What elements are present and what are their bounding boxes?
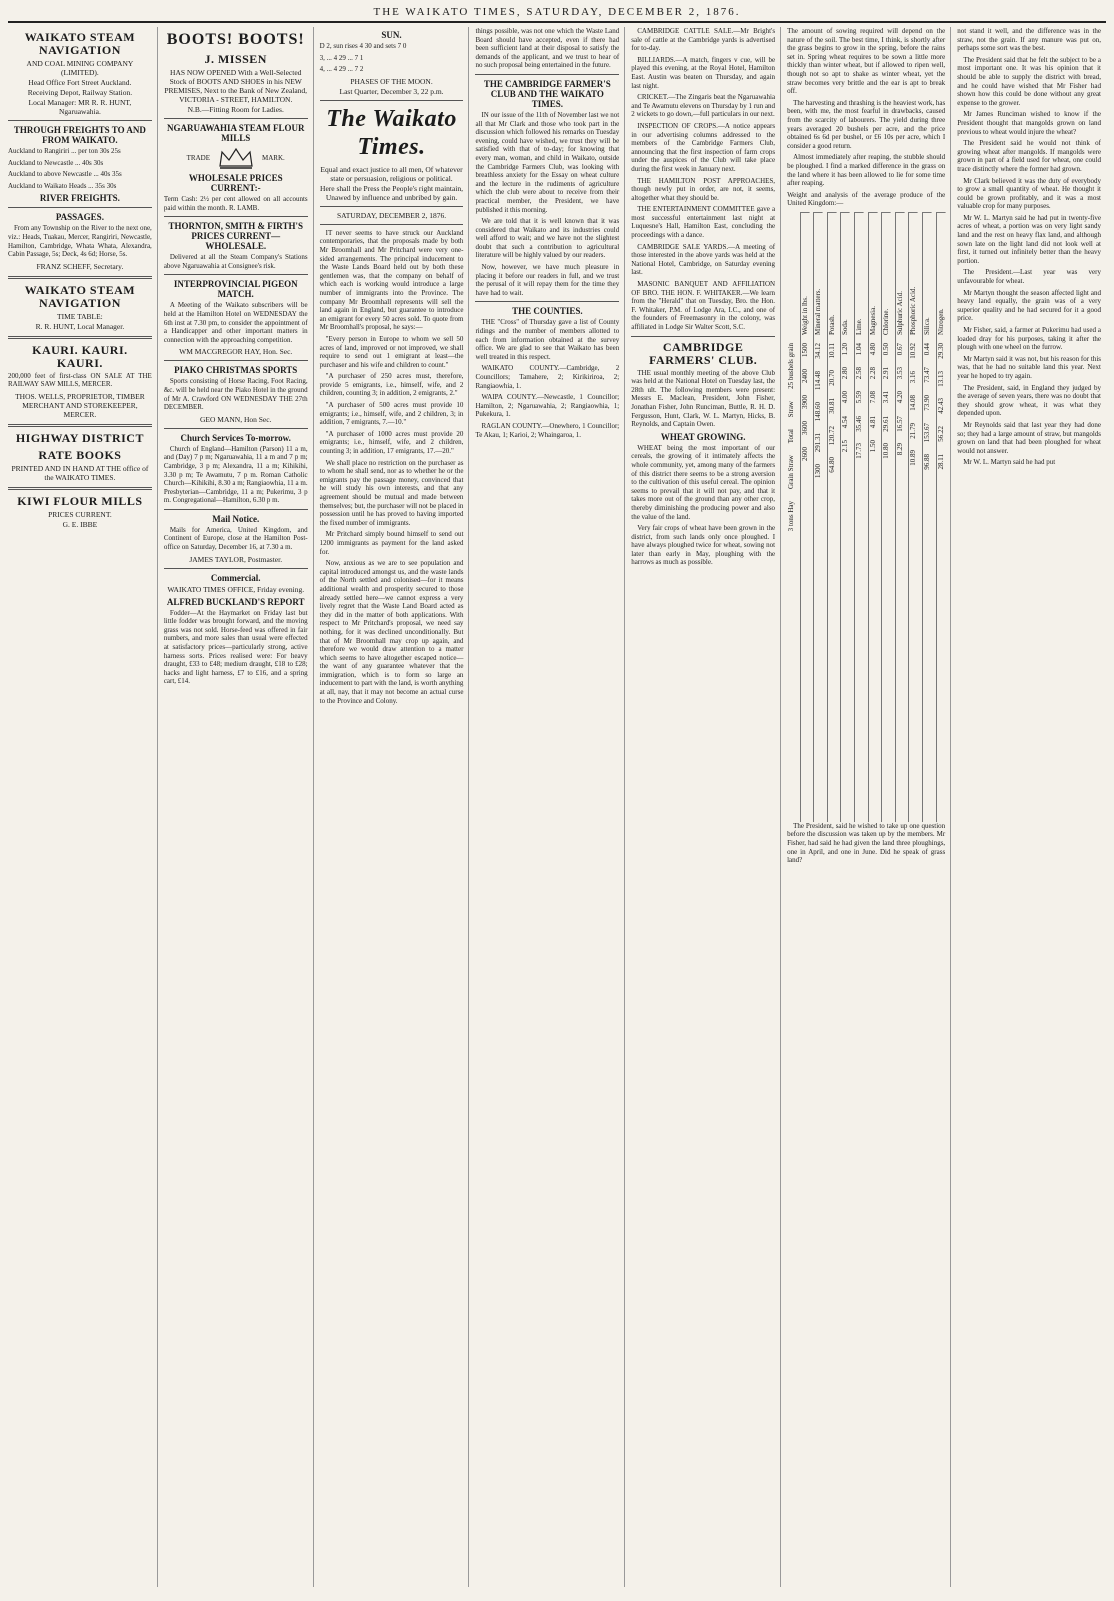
article-paragraph: THE "Cross" of Thursday gave a list of County ridings and the number of members allotted to each from information obtained at the survey office. We are glad to see that Waikato has been well treated in this respect.	[475, 318, 620, 361]
divider	[320, 100, 464, 101]
article-paragraph: The President, said, in England they judged by the average of seven years, there was no doubt that they should grow wheat, it was what they depended upon.	[957, 383, 1101, 418]
table-cell: 114.48	[814, 370, 823, 390]
divider	[8, 424, 152, 427]
table-cell: 4.20	[895, 391, 904, 404]
article-paragraph: Mr Martyn thought the season affected light and heavy land equally, the grain was of a very superior quality and he had secured for it a good price.	[957, 288, 1101, 323]
motto-2: Here shall the Press the People's right maintain, Unawed by influence and unbribed by gain.	[320, 183, 464, 202]
article-paragraph: Mr W. L. Martyn said he had put	[963, 458, 1056, 467]
thornton-text: Delivered at all the Steam Company's Stations above Ngaruawahia at Consignee's risk.	[163, 253, 308, 270]
crown-icon	[216, 146, 256, 170]
missen-note: N.B.—Fitting Room for Ladies.	[187, 105, 284, 114]
table-cell: 1300	[814, 464, 823, 479]
article-paragraph: The President said he would not think of growing wheat after mangolds. If mangolds were grown in part of a field used for wheat, one could trace distinctly where the former had grown.	[957, 139, 1101, 173]
table-cell: 0.44	[923, 342, 931, 356]
article-paragraph: RAGLAN COUNTY.—Onewhero, 1 Councillor; Te Akau, 1; Karioi, 2; Whaingaroa, 1.	[475, 421, 620, 439]
table-header: Sulphuric Acid.	[896, 212, 905, 337]
counties-heading: THE COUNTIES.	[512, 306, 583, 317]
table-column	[813, 212, 823, 822]
table-cell: 120.72	[827, 425, 836, 446]
table-cell: 29.30	[936, 342, 945, 359]
wells-signature: THOS. WELLS, PROPRIETOR, TIMBER MERCHANT AND STOREKEEPER, MERCER.	[15, 391, 145, 419]
article-paragraph: WHEAT being the most important of our cereals, the growing of it intimately affects the whole community, yet, among many of the farmers of this district there seems to be a strong aversion to the cultivation of this useful cereal. The opinion seems to prevail that it will not pay, and that it takes more out of the ground than any other crop, thereby diminishing the producing power and also the value of the land.	[631, 443, 776, 521]
dateline: SATURDAY, DECEMBER 2, 1876.	[336, 210, 447, 220]
table-cell: 56.22	[936, 426, 945, 442]
table-cell: 16.57	[895, 415, 904, 432]
news-item: THE ENTERTAINMENT COMMITTEE gave a most successful entertainment last night at Luquesne's Hall, Hamilton East, concluding the proceedings with a dance.	[631, 205, 776, 240]
table-cell: 2.58	[855, 367, 864, 380]
local-manager: Local Manager: MR R. R. HUNT, Ngaruawahia.	[28, 98, 132, 116]
editorial-paragraph: IT never seems to have struck our Auckland contemporaries, that the proposals made by both Mr Broomhall and Mr Pritchard were very one-sided arrangements. The principal inducement to the Waste Lands Board held out by both these gentlemen was, that the company on behalf of which each is working would introduce a large number of immigrants into the Province. The company Mr Broomhall represents will sell the land again in England, but guarantee to introduce an emigrant for every 50 acres sold. To quote from Mr Broomhall's proposal, he says:—	[319, 228, 464, 332]
piako-heading: PIAKO CHRISTMAS SPORTS	[174, 365, 298, 376]
news-item: BILLIARDS.—A match, fingers v cue, will be played this evening, at the Royal Hotel, Hamilton East. Austin was beaten on Thursday, and again last night.	[631, 55, 776, 90]
table-cell: 25 bushels grain	[787, 342, 796, 389]
article-paragraph: The amount of sowing required will depend on the nature of the soil. The best time, I think, is shortly after the grass begins to grow in the spring, before the rains set in. Spring wheat requires to be sown a little more thickly than winter wheat, but if allowed to ripen well, though not so apt to shake as winter wheat, yet the straw becomes very brittle and the ear is apt to break off.	[787, 27, 946, 96]
table-cell: 1.04	[855, 342, 864, 356]
table-cell: 4.80	[868, 342, 877, 356]
masthead: THE WAIKATO TIMES, SATURDAY, DECEMBER 2, 1876.	[8, 6, 1106, 23]
table-cell: 4.54	[841, 415, 850, 428]
table-cell: Total	[787, 429, 796, 444]
table-cell: 2.80	[841, 367, 850, 380]
table-cell: 2400	[800, 368, 809, 383]
table-cell: 2.91	[882, 367, 891, 380]
table-title: Weight and analysis of the average produce of the United Kingdom:—	[787, 190, 946, 208]
table-column	[868, 212, 878, 822]
pigeon-match-signature: WM MACGREGOR HAY, Hon. Sec.	[179, 347, 293, 357]
kiwi-flour-heading: KIWI FLOUR MILLS	[17, 493, 143, 508]
table-cell: 2.15	[841, 439, 850, 453]
table-column	[840, 212, 850, 822]
divider	[475, 74, 619, 75]
rate-books-heading: RATE BOOKS	[38, 447, 122, 462]
buckland-text: Fodder—At the Haymarket on Friday last but little fodder was brought forward, and the moving grass was not sold. Horse-feed was offered in fair numbers, and more sales than usual were effected at satisfactory prices—particularly strong, active harness sorts. Prices realised were: For heavy draught, £33 to £48; medium draught, £18 to £28; hacks and light harness, £7 to £16, and a spring cart, £14.	[163, 608, 308, 686]
news-item: CAMBRIDGE CATTLE SALE.—Mr Bright's sale of cattle at the Cambridge yards is advertised for to-day.	[631, 27, 776, 53]
table-header: Phosphoric Acid.	[909, 212, 918, 337]
article-paragraph: Mr W. L. Martyn said he had put in twenty-five acres of wheat, a portion was on very light sandy land and the rest on heavy flax land, and although sown late on the light land did not look well at first, it turned out infinitely better than the heavy portion.	[957, 213, 1101, 265]
table-cell: 21.79	[909, 422, 918, 439]
table-cell: Grain Straw	[787, 455, 796, 490]
piako-signature: GEO MANN, Hon Sec.	[199, 414, 272, 424]
rate-books-text: PRINTED AND IN HAND AT THE office of the WAIKATO TIMES.	[11, 463, 149, 482]
sun-heading: SUN.	[381, 30, 402, 40]
table-header: Potash.	[828, 212, 837, 337]
table-header: Chlorine.	[882, 212, 891, 337]
editorial-paragraph: "A purchaser of 500 acres must provide 10 emigrants; i.e., himself, wife, and 2 children, 3; in addition, 7 emigrants, 7.—10."	[319, 401, 464, 427]
sun-row: 3, ... 4 29 ... 7 1	[319, 53, 364, 62]
table-cell: 3.16	[909, 370, 918, 383]
article-paragraph: Now, however, we have much pleasure in placing it before our readers in full, and we trust the perusal of it will repay them for the time they have had to wait.	[475, 263, 620, 297]
church-heading: Church Services To-morrow.	[180, 432, 291, 443]
column-5	[631, 27, 781, 1587]
local-manager-2: R. R. HUNT, Local Manager.	[35, 321, 125, 331]
table-header: Mineral matters.	[814, 212, 823, 337]
table-column	[936, 212, 946, 822]
article-paragraph: The President.—Last year was very unfavourable for wheat.	[957, 268, 1101, 286]
table-cell: 3 tons Hay	[787, 501, 796, 532]
editorial-paragraph: "Every person in Europe to whom we sell 50 acres of land, improved or not improved, we shall require to send out 1 emigrant at least—the purchaser and his wife and children to count."	[319, 334, 464, 369]
editorial-paragraph: "A purchaser of 1000 acres must provide 20 emigrants; i.e., himself, wife, and 2 children, counting 3; in addition, 17 emigrants, 17.—20."	[319, 429, 464, 456]
motto: Equal and exact justice to all men, Of whatever state or persuasion, religious or political.	[320, 164, 463, 183]
table-cell: 1500	[800, 342, 809, 357]
table-header: Magnesia.	[869, 212, 878, 337]
moon-heading: PHASES OF THE MOON.	[350, 76, 433, 86]
divider	[164, 118, 308, 119]
boots-heading: BOOTS! BOOTS!	[166, 31, 305, 48]
divider	[8, 120, 152, 121]
table-cell: 2.28	[868, 367, 877, 380]
table-header: Nitrogen.	[937, 212, 946, 337]
freight-row: Auckland to Newcastle ... 40s 30s	[8, 158, 104, 167]
column-4	[475, 27, 625, 1587]
divider	[8, 336, 152, 339]
freight-row: Auckland to above Newcastle ... 40s 35s	[8, 170, 122, 179]
receiving-depot: Receiving Depot, Railway Station.	[27, 88, 133, 97]
mail-text: Mails for America, United Kingdom, and Continent of Europe, close at the Hamilton Post-office on Saturday, December 16, at 7.30 a m.	[163, 525, 308, 552]
article-paragraph: THE usual monthly meeting of the above Club was held at the National Hotel on Tuesday last, the 28th ult. The following members were present: Messrs E. Maclean, President, John Fisher, Jonathan Fisher, John Runciman, Buttle, R. H. D. Fergusson, Hunt, Clark, W. L. Martyn, Hicks, B. Reynolds, and Captain Owen.	[631, 368, 776, 429]
pigeon-match-heading: INTERPROVINCIAL PIGEON MATCH.	[173, 279, 298, 300]
cambridge-club-heading: THE CAMBRIDGE FARMER'S CLUB AND THE WAIKATO TIMES.	[483, 78, 611, 109]
pigeon-match-text: A Meeting of the Waikato subscribers will be held at the Hamilton Hotel on WEDNESDAY the 6th inst at 7.30 pm, to consider the appointment of a Handicapper and other important matters in connection with the approaching competition.	[163, 301, 308, 344]
mail-heading: Mail Notice.	[212, 513, 260, 524]
table-column	[787, 212, 796, 822]
table-column	[881, 212, 891, 822]
divider	[320, 206, 464, 207]
article-paragraph: Mr James Runciman wished to know if the President thought that mangolds grown on land previous to wheat would injure the wheat?	[957, 110, 1101, 136]
wholesale-heading: WHOLESALE PRICES CURRENT:-	[188, 173, 283, 193]
table-cell: 7.08	[868, 391, 877, 404]
table-cell: 20.70	[827, 370, 836, 387]
columns	[8, 27, 1106, 1587]
time-table: TIME TABLE:	[57, 311, 103, 321]
freight-row: Auckland to Rangiriri ... per ton 30s 25s	[8, 147, 121, 155]
trade-label: TRADE	[186, 153, 210, 162]
table-column	[908, 212, 918, 822]
table-header: Weight in lbs.	[801, 212, 810, 337]
article-paragraph: We are told that it is well known that it was considered that Waikato and its industries could well afford to wait; and we have not the slightest doubt that such a contribution to agricultural literature will be highly valued by our readers.	[475, 217, 620, 260]
article-paragraph: The harvesting and thrashing is the heaviest work, has been, with me, the most fearful in drawbacks, caused from the scarcity of labourers. The yield during three years averaged 20 bushels per acre, and the price obtained 6s 6d per bushel, or £6 10s per acre, which I consider a good return.	[787, 98, 946, 150]
table-header: Soda.	[841, 212, 850, 337]
term-cash: Term Cash: 2½ per cent allowed on all accounts paid within the month. R. LAMB.	[163, 195, 308, 212]
table-cell: 10.80	[882, 443, 891, 460]
divider	[8, 487, 152, 490]
column-3	[320, 27, 470, 1587]
table-cell: 148.60	[814, 401, 823, 421]
secretary: FRANZ SCHEFF, Secretary.	[36, 261, 124, 271]
table-cell: 0.50	[882, 342, 891, 356]
editorial-paragraph: We shall place no restriction on the purchaser as to whom he shall send, nor as to whether he or the emigrants pay the passage money, convinced that he will study his own interests, and that any agreement should be mutual and made between themselves; but, the purchaser will not be placed in possession until he has proved to having imported the fixed number of immigrants.	[319, 458, 464, 527]
table-header: Silica.	[923, 212, 932, 337]
table-cell: 4.81	[868, 415, 877, 428]
buckland-heading: ALFRED BUCKLAND'S REPORT	[166, 596, 305, 607]
table-column	[854, 212, 864, 822]
table-cell: 13.13	[936, 370, 945, 387]
head-office: Head Office Fort Street Auckland.	[28, 78, 132, 87]
kiwi-signature: G. E. IBBE	[62, 519, 98, 529]
mail-signature: JAMES TAYLOR, Postmaster.	[189, 554, 283, 564]
table-cell: 3600	[800, 420, 809, 435]
divider	[164, 509, 308, 510]
table-cell: 42.43	[936, 398, 945, 415]
divider	[631, 336, 775, 337]
table-cell: 4.00	[841, 391, 850, 404]
table-cell: 10.92	[909, 342, 918, 359]
commercial-heading: Commercial.	[210, 572, 261, 583]
analysis-table	[787, 212, 945, 822]
missen-text: HAS NOW OPENED With a Well-Selected Stock of BOOTS AND SHOES in his NEW PREMISES, Next to the Bank of New Zealand, VICTORIA - STREET, HAMILTON.	[164, 68, 308, 104]
sun-row: 4, ... 4 29 ... 7 2	[319, 65, 364, 74]
commercial-subheading: WAIKATO TIMES OFFICE, Friday evening.	[167, 584, 305, 594]
table-cell: 28.11	[936, 453, 945, 470]
mark-label: MARK.	[262, 153, 285, 162]
farmers-club-heading: CAMBRIDGE FARMERS' CLUB.	[649, 339, 758, 367]
article-paragraph: Very fair crops of wheat have been grown in the district, from such lands only once ploughed. I have always ploughed twice for wheat, sowing not later than early in May, ploughing with the harrows as much as possible.	[631, 524, 776, 567]
table-cell: 8.29	[895, 443, 904, 456]
table-cell: 73.90	[923, 394, 931, 411]
editorial-paragraph: Now, anxious as we are to see population and capital introduced amongst us, and the waste lands of the North settled and colonised—for it means additional wealth and prosperity secured to those already settled here—we cannot express a very lively regret that the Waste Land Board acted as they did in the matter of both applications. With respect to Mr Pritchard's proposal, we need say nothing, for it was declined unconditionally. But that of Mr Broomhall may crop up again, and therefore we would draw attention to a matter which seems to have altogether escaped notice—the want of any guarantee whatever that the immigration, which is to form so large an inducement to part with the land, is worth anything at all, nay, that it may not become an actual curse to the Province and Colony.	[319, 559, 464, 705]
article-paragraph: WAIPA COUNTY.—Newcastle, 1 Councillor; Hamilton, 2; Ngaruawahia, 2; Rangiaowhia, 1; Pukekura, 1.	[475, 393, 620, 419]
news-item: THE HAMILTON POST APPROACHES, though newly put in order, are not, it seems, altogether what they should be.	[631, 176, 776, 202]
article-paragraph: The President, said he wished to take up one question before the discussion was taken up by the members. Mr Fisher, had said he had given the land three ploughings, one in April, and one in June. Did he speak of grass land?	[787, 821, 946, 865]
freight-row: Auckland to Waikato Heads ... 35s 30s	[8, 181, 117, 190]
editorial-paragraph: "A purchaser of 250 acres must, therefore, provide 5 emigrants, i.e., himself, wife, and 2 children, counting 3; in addition, 2 emigrants, 2."	[319, 372, 464, 398]
article-paragraph: IN our issue of the 11th of November last we not all that Mr Clark and those who took part in the discussion which followed his remarks on Tuesday evening, could have wished, we trust they will be satisfied with that of to-day; for knowing that every man, woman, and child in Waikato, outside the Cambridge Farmers Club, was looking with breathless anxiety for the Essay on wheat culture and the lecture in the rudiments of agriculture which the club were about to receive from their practical member, the President, we have published it this morning.	[475, 110, 620, 214]
article-paragraph: Mr Reynolds said that last year they had done so; they had a large amount of straw, but mangolds grown on land that had been ploughed for wheat would not answer.	[957, 420, 1101, 455]
table-column	[922, 212, 932, 822]
divider	[8, 207, 152, 208]
thornton-heading: THORNTON, SMITH & FIRTH'S PRICES CURRENT—WHOLESALE.	[168, 221, 303, 252]
table-cell: Straw	[787, 400, 796, 418]
flour-mills-heading: NGARUAWAHIA STEAM FLOUR MILLS	[166, 123, 305, 143]
table-cell: 17.73	[855, 443, 864, 460]
table-cell: 2600	[800, 446, 809, 461]
table-cell: 10.11	[827, 342, 836, 359]
table-cell: 64.80	[827, 457, 836, 473]
article-paragraph: Mr Martyn said it was not, but his reason for this was, that he had no suitable land this year. Next year he hoped to try again.	[957, 354, 1101, 380]
article-paragraph: WAIKATO COUNTY.—Cambridge, 2 Councillors; Tamahere, 2; Kirikiriroa, 2; Rangiaowhia, 1.	[475, 364, 620, 390]
table-cell: 96.88	[923, 453, 931, 470]
article-paragraph: not stand it well, and the difference was in the straw, not the grain. If any manure was put on, perhaps some sort was the best.	[957, 27, 1101, 53]
passages-text: From any Township on the River to the next one, viz.: Heads, Tuakau, Mercer, Rangiriri, Newcastle, Hamilton, Cambridge, Whata Whata, Alexandra, Cabin Passage, 5s; Deck, 4s 6d; Horse, 5s.	[8, 224, 152, 259]
highway-heading: HIGHWAY DISTRICT	[15, 430, 144, 445]
kiwi-prices-heading: PRICES CURRENT.	[48, 509, 112, 519]
kauri-text: 200,000 feet of first-class ON SALE AT THE RAILWAY SAW MILLS, MERCER.	[8, 371, 152, 389]
table-column	[800, 212, 810, 822]
table-cell: 153.67	[923, 422, 931, 442]
divider	[8, 276, 152, 279]
table-cell: 291.31	[814, 432, 823, 453]
newspaper-title: The Waikato Times.	[326, 105, 457, 160]
moon-text: Last Quarter, December 3, 22 p.m.	[339, 86, 444, 96]
news-item: CAMBRIDGE SALE YARDS.—A meeting of those interested in the above yards was held at the National Hotel, Cambridge, on Saturday evening last.	[631, 242, 776, 277]
divider	[164, 274, 308, 275]
table-cell: 0.67	[895, 342, 904, 356]
church-text: Church of England—Hamilton (Parson) 11 a m, and (Day) 7 p m; Ngaruawahia, 11 a m and 7 p m; Cambridge, 3 p m; Alexandra, 11 a m; Kihikihi, 3.30 p m; Te Awamutu, 7 p m. Roman Catholic Church—Kihikihi, 8.30 a m; Rangiaowhia, 11 a m. Presbyterian—Cambridge, 11 a m; Pukerimu, 3 p m. Congregational—Hamilton, 6.30 p m.	[163, 444, 308, 505]
wheat-growing-heading: WHEAT GROWING.	[660, 431, 746, 442]
divider	[475, 301, 619, 302]
table-cell: 3.41	[882, 391, 891, 404]
divider	[320, 224, 464, 225]
divider	[164, 360, 308, 361]
trade-mark	[164, 146, 308, 170]
kauri-heading: KAURI. KAURI. KAURI.	[32, 342, 128, 370]
editorial-paragraph: things possible, was not one which the Waste Land Board should have accepted, even if there had been sufficient land at their disposal to satisfy the demands of the applicant, and we trust to hear of no such proposal being entertained in the future.	[475, 27, 620, 70]
divider	[164, 568, 308, 569]
steam-navigation-heading: WAIKATO STEAM NAVIGATION	[24, 30, 136, 57]
editorial-paragraph: Mr Pritchard simply bound himself to send out 1200 immigrants as payment for the land asked for.	[319, 530, 464, 556]
divider	[164, 216, 308, 217]
passages-heading: PASSAGES.	[55, 212, 104, 223]
table-cell: 73.47	[923, 367, 931, 383]
steam-navigation-subheading: AND COAL MINING COMPANY (LIMITED).	[26, 59, 134, 77]
table-cell: 5.59	[855, 391, 864, 404]
article-paragraph: Mr Clark believed it was the duty of everybody to grow a small quantity of wheat. He thought it could be grown profitably, and it was a most valuable crop for many purposes.	[957, 176, 1101, 211]
news-item: CRICKET.—The Zingaris beat the Ngaruawahia and Te Awamutu elevens on Thursday by 1 run and 2 wickets to go down,—full particulars in our next.	[631, 93, 776, 119]
table-column	[827, 212, 837, 822]
table-cell: 1.20	[841, 342, 850, 356]
column-7	[957, 27, 1106, 1587]
news-item: INSPECTION OF CROPS.—A notice appears in our advertising columns addressed to the members of the Cambridge Farmers Club, announcing that the first inspection of farm crops under the auspices of the Club will take place during the first week in January next.	[631, 121, 776, 173]
table-cell: 1.50	[868, 439, 877, 453]
article-paragraph: The President said that he felt the subject to be a most important one. It was his opinion that it should be able to supply the district with bread, and he could have wished that Mr Fisher had shown how this could be done without any great expense to the grower.	[957, 55, 1101, 107]
column-2	[164, 27, 314, 1587]
missen-name: J. MISSEN	[204, 52, 267, 66]
article-paragraph: Almost immediately after reaping, the stubble should be ploughed. I find a marked difference in the grass on the land where it has been allowed to lie for some time after reaping.	[787, 153, 946, 188]
table-cell: 29.61	[882, 415, 891, 432]
table-header: Lime.	[855, 212, 864, 337]
news-item: MASONIC BANQUET AND AFFILIATION OF BRO. THE HON. F. WHITAKER.—We learn from the "Herald" that on Tuesday, Bro. the Hon. F. Whitaker, P.M. of Lodge Ara, I.C., and one of the founders of Freemasonry in the colony, was affiliated in Lodge Sir Walter Scott, S.C.	[631, 280, 776, 331]
sun-row: D 2, sun rises 4 30 and sets 7 0	[319, 42, 407, 50]
article-paragraph: Mr Fisher, said, a farmer at Pukerimu had used a loaded dray for his purposes, taking it after the plough with one wheel on the furrow.	[957, 326, 1101, 352]
steam-navigation-heading-2: WAIKATO STEAM NAVIGATION	[24, 282, 136, 310]
piako-text: Sports consisting of Horse Racing, Foot Racing, &c. will be held near the Piako Hotel in the ground of Mr A. Crawford ON WEDNESDAY THE 27th DECEMBER.	[163, 377, 308, 412]
river-freights-heading: RIVER FREIGHTS.	[39, 193, 120, 204]
table-cell: 34.12	[814, 342, 823, 359]
table-cell: 3900	[800, 394, 809, 409]
freight-heading: THROUGH FREIGHTS TO AND FROM WAIKATO.	[13, 125, 146, 145]
divider	[164, 428, 308, 429]
table-cell: 14.08	[909, 394, 918, 411]
column-1	[8, 27, 158, 1587]
table-cell: 30.81	[827, 398, 836, 414]
table-cell: 3.53	[895, 367, 904, 380]
column-6	[787, 27, 951, 1587]
table-cell: 10.89	[909, 450, 918, 467]
table-cell: 35.46	[855, 415, 864, 432]
table-column	[895, 212, 905, 822]
